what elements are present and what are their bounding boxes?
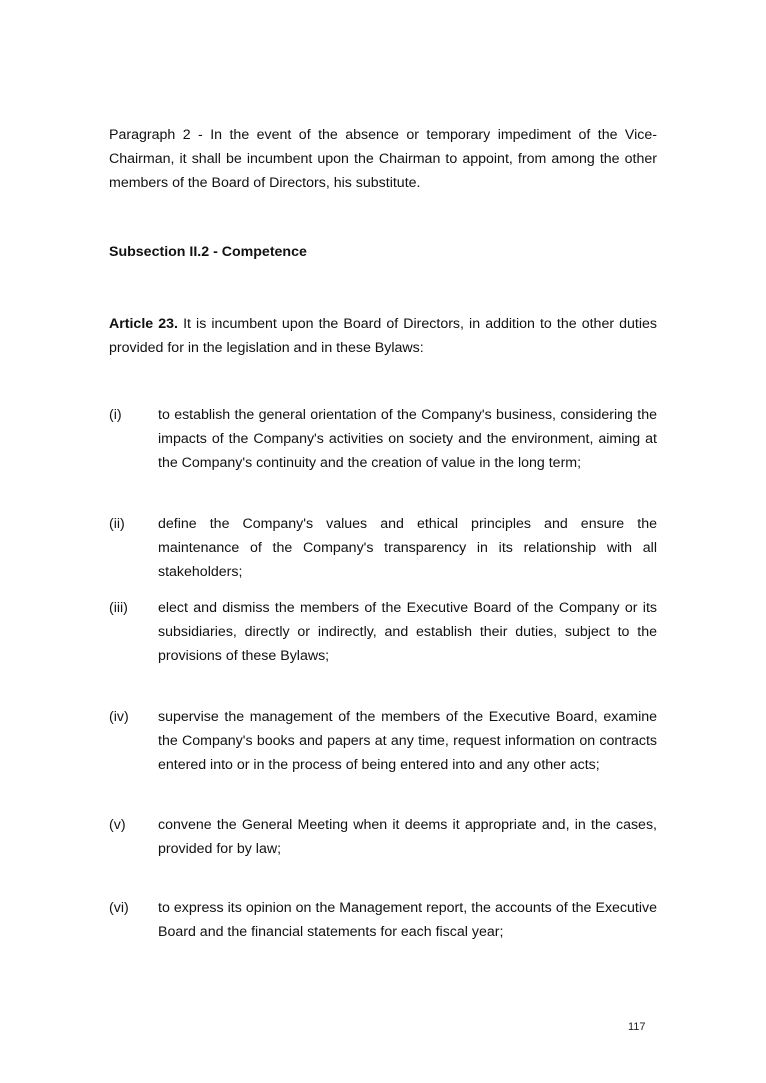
list-item (109, 596, 657, 668)
list-item-text: convene the General Meeting when it deems it appropriate and, in the cases, provided for by law; (158, 817, 657, 857)
list-item (109, 896, 657, 944)
page-number: 117 (628, 1021, 646, 1033)
article-23 (109, 312, 657, 360)
list-item (109, 512, 657, 584)
list-item-text: to express its opinion on the Management report, the accounts of the Executive Board and the financial statements for each fiscal year; (158, 900, 657, 940)
list-item-number: (iv) (109, 709, 129, 725)
list-item-number: (v) (109, 817, 126, 833)
list-item (109, 813, 657, 861)
list-item-text: to establish the general orientation of the Company's business, considering the impacts of the Company's activities on society and the environment, aiming at the Company's continuity and the creation of value in the long term; (158, 407, 657, 471)
list-item-number: (iii) (109, 600, 128, 616)
list-item-text: define the Company's values and ethical principles and ensure the maintenance of the Company's transparency in its relationship with all stakeholders; (158, 516, 657, 580)
subsection-heading: Subsection II.2 - Competence (109, 244, 307, 260)
paragraph-2: Paragraph 2 - In the event of the absence or temporary impediment of the Vice-Chairman, it shall be incumbent upon the Chairman to appoint, from among the other members of the Board of Directors, his substitute. (109, 127, 657, 191)
list-item (109, 705, 657, 777)
list-item-text: elect and dismiss the members of the Executive Board of the Company or its subsidiaries, directly or indirectly, and establish their duties, subject to the provisions of these Bylaws; (158, 600, 657, 664)
list-item-number: (i) (109, 407, 122, 423)
list-item-number: (vi) (109, 900, 129, 916)
article-text: It is incumbent upon the Board of Directors, in addition to the other duties provided for in the legislation and in these Bylaws: (109, 316, 658, 356)
list-item-text: supervise the management of the members of the Executive Board, examine the Company's books and papers at any time, request information on contracts entered into or in the process of being entered into and any other acts; (158, 709, 657, 773)
article-label: Article 23. (109, 316, 178, 332)
list-item-number: (ii) (109, 516, 125, 532)
list-item (109, 403, 657, 475)
